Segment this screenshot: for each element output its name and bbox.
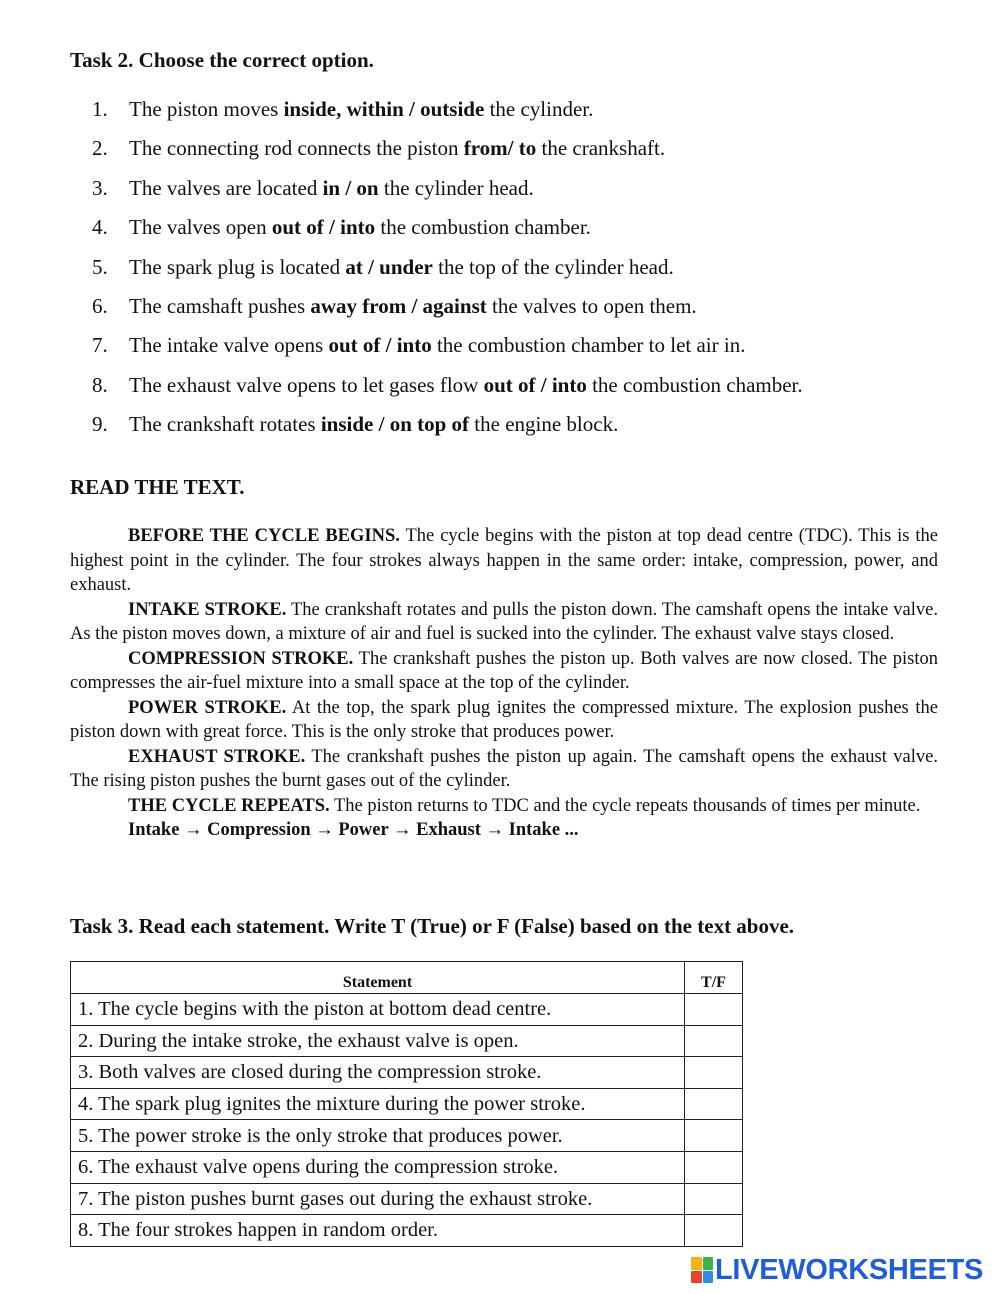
tf-answer-cell[interactable] (685, 1120, 743, 1152)
paragraph-text: The crankshaft pushes the piston up. Both valves are now closed. The piston compresses the air-fuel mixture into a small space at the top of the cylinder. (70, 648, 938, 693)
sentence-start: The connecting rod connects the piston (129, 136, 464, 161)
item-number: 3. (92, 175, 108, 200)
table-row (71, 1057, 743, 1089)
statement-header: Statement (71, 962, 685, 994)
paragraph-heading: POWER STROKE. (128, 697, 287, 718)
answer-options[interactable]: out of / into (328, 333, 432, 358)
sentence-end: the crankshaft. (536, 136, 666, 161)
liveworksheets-logo (691, 1254, 983, 1286)
item-number: 4. (92, 215, 108, 240)
item-sentence (129, 293, 697, 319)
paragraph-text: The crankshaft rotates and pulls the piston down. The camshaft opens the intake valve. As the piston moves down, a mixture of air and fuel is sucked into the cylinder. The exhaust valve stays closed. (70, 599, 938, 644)
paragraph-text: The piston returns to TDC and the cycle repeats thousands of times per minute. (329, 795, 921, 816)
statement-cell: 4. The spark plug ignites the mixture during the power stroke. (71, 1088, 685, 1120)
sentence-end: the combustion chamber. (375, 215, 591, 240)
reading-paragraph (70, 696, 938, 745)
sentence-start: The piston moves (129, 97, 284, 121)
answer-options[interactable]: at / under (345, 254, 433, 279)
answer-options[interactable]: out of / into (483, 372, 587, 397)
table-row (71, 1183, 743, 1215)
table-header-row (71, 962, 743, 994)
item-sentence (129, 332, 745, 358)
statement-cell: 5. The power stroke is the only stroke that produces power. (71, 1120, 685, 1152)
paragraph-heading: BEFORE THE CYCLE BEGINS. (128, 526, 400, 546)
item-sentence (129, 214, 591, 240)
table-row (71, 1151, 743, 1183)
tf-answer-cell[interactable] (685, 994, 743, 1026)
answer-options[interactable]: from/ to (463, 136, 537, 161)
sentence-end: the cylinder. (484, 97, 594, 121)
tf-header: T/F (685, 962, 743, 994)
item-number: 6. (92, 293, 108, 318)
item-number: 7. (92, 333, 108, 358)
sentence-end: the valves to open them. (486, 293, 697, 318)
reading-paragraph (70, 745, 938, 794)
tf-answer-cell[interactable] (685, 1025, 743, 1057)
tf-answer-cell[interactable] (685, 1215, 743, 1247)
sentence-start: The valves open (129, 215, 272, 240)
item-number: 9. (92, 412, 108, 437)
table-row (71, 994, 743, 1026)
answer-options[interactable]: inside / on top of (320, 412, 470, 437)
paragraph-heading: THE CYCLE REPEATS. (128, 795, 330, 816)
paragraph-text: The cycle begins with the piston at top dead centre (TDC). This is the highest point in the cylinder. The four strokes always happen in the same order: intake, compression, power, and exhaust. (70, 526, 938, 595)
paragraph-text: At the top, the spark plug ignites the compressed mixture. The explosion pushes the piston down with great force. This is the only stroke that produces power. (70, 697, 939, 742)
reading-paragraph (70, 598, 938, 647)
reading-heading: READ THE TEXT. (70, 475, 245, 499)
sentence-end: the cylinder head. (378, 175, 534, 200)
logo-text: LIVEWORKSHEETS (715, 1254, 984, 1286)
item-number: 2. (92, 136, 108, 161)
sentence-start: The spark plug is located (129, 254, 346, 279)
sentence-end: the top of the cylinder head. (432, 254, 674, 279)
liveworksheets-logo-icon (691, 1257, 713, 1283)
item-number: 5. (92, 254, 108, 279)
table-row (71, 1025, 743, 1057)
statement-cell: 6. The exhaust valve opens during the compression stroke. (71, 1151, 685, 1183)
tf-answer-cell[interactable] (685, 1057, 743, 1089)
sentence-start: The valves are located (129, 175, 323, 200)
sentence-start: The exhaust valve opens to let gases flow (129, 372, 484, 397)
task3-title: Task 3. Read each statement. Write T (True) or F (False) based on the text above. (70, 914, 795, 938)
answer-options[interactable]: inside, within / outside (283, 97, 485, 121)
reading-paragraph (70, 524, 938, 598)
sentence-end: the combustion chamber to let air in. (431, 333, 746, 358)
reading-paragraph (70, 794, 938, 819)
item-sentence (129, 411, 618, 437)
item-number: 1. (92, 97, 108, 121)
cycle-sequence: Intake → Compression → Power → Exhaust → Intake ... (128, 820, 579, 840)
answer-options[interactable]: away from / against (310, 293, 487, 318)
statement-cell: 3. Both valves are closed during the compression stroke. (71, 1057, 685, 1089)
task2-title: Task 2. Choose the correct option. (70, 48, 374, 72)
tf-answer-cell[interactable] (685, 1088, 743, 1120)
table-row (71, 1088, 743, 1120)
sentence-end: the engine block. (469, 412, 619, 437)
paragraph-heading: COMPRESSION STROKE. (128, 648, 354, 669)
sentence-start: The camshaft pushes (129, 293, 311, 318)
statement-cell: 8. The four strokes happen in random order. (71, 1215, 685, 1247)
item-number: 8. (92, 372, 108, 397)
paragraph-heading: EXHAUST STROKE. (128, 746, 306, 767)
table-row (71, 1215, 743, 1247)
paragraph-heading: INTAKE STROKE. (128, 599, 287, 620)
sentence-end: the combustion chamber. (586, 372, 803, 397)
item-sentence (129, 254, 674, 280)
reading-paragraph (70, 647, 938, 696)
answer-options[interactable]: out of / into (271, 215, 376, 240)
reading-text (70, 524, 938, 843)
item-sentence (129, 372, 803, 398)
true-false-table (70, 961, 743, 1247)
answer-options[interactable]: in / on (322, 175, 379, 200)
item-sentence (129, 135, 665, 161)
statement-cell: 1. The cycle begins with the piston at bottom dead centre. (71, 994, 685, 1026)
item-sentence (129, 175, 534, 201)
paragraph-text: The crankshaft pushes the piston up again. The camshaft opens the exhaust valve. The rising piston pushes the burnt gases out of the cylinder. (70, 746, 938, 791)
tf-answer-cell[interactable] (685, 1183, 743, 1215)
item-sentence (129, 96, 593, 122)
sentence-start: The intake valve opens (129, 333, 329, 358)
table-row (71, 1120, 743, 1152)
statement-cell: 7. The piston pushes burnt gases out during the exhaust stroke. (71, 1183, 685, 1215)
statement-cell: 2. During the intake stroke, the exhaust valve is open. (71, 1025, 685, 1057)
sentence-start: The crankshaft rotates (129, 412, 321, 437)
tf-answer-cell[interactable] (685, 1151, 743, 1183)
